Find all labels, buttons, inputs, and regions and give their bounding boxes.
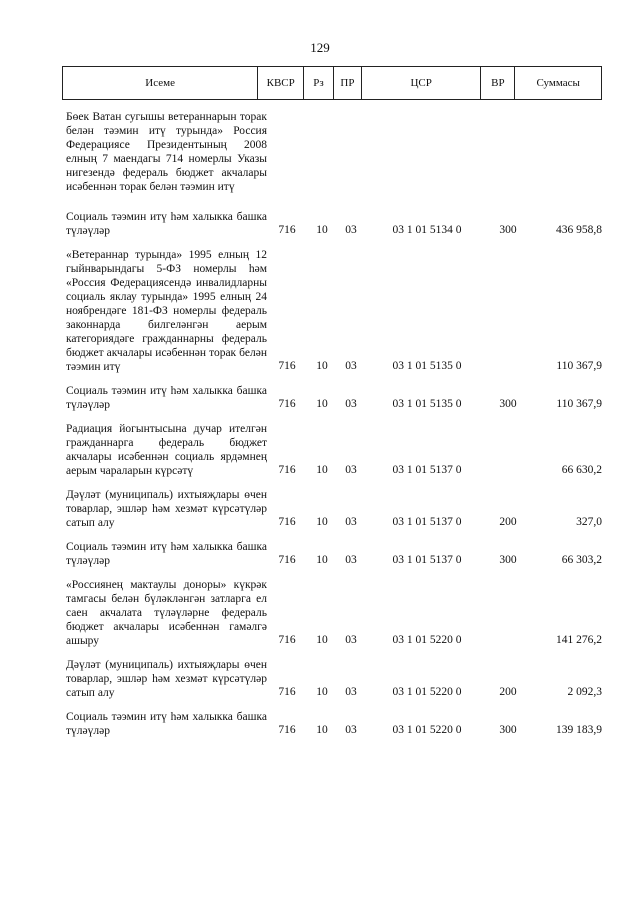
row-kvsr: 716 <box>278 360 296 372</box>
row-vr: 300 <box>499 724 517 736</box>
row-rz: 10 <box>316 634 328 646</box>
row-vr <box>489 193 527 194</box>
row-csr: 03 1 01 5137 0 <box>392 516 462 528</box>
row-rz: 10 <box>316 686 328 698</box>
row-kvsr: 716 <box>278 634 296 646</box>
row-kvsr: 716 <box>278 224 296 236</box>
row-kvsr: 716 <box>278 724 296 736</box>
row-name: Бөек Ватан сугышы ветераннарын торак белән тәэмин итү турында» Россия Федерациясе Президентының 2008 елның 7 маендагы 714 номерлы Указы нигезендә федераль бюджет акчалары исәбеннән торак белән тәэмин итү <box>66 111 267 193</box>
row-csr: 03 1 01 5220 0 <box>392 724 462 736</box>
row-kvsr: 716 <box>278 516 296 528</box>
row-sum: 141 276,2 <box>556 634 602 646</box>
row-name: «Россиянең мактаулы доноры» күкрәк тамгасы белән бүләкләнгән затларга ел саен акчалата түләүләрне федераль бюджет акчалары исәбеннән гамәлгә ашыру <box>66 579 267 647</box>
row-pr: 03 <box>345 360 357 372</box>
row-kvsr: 716 <box>278 398 296 410</box>
row-csr: 03 1 01 5135 0 <box>392 360 462 372</box>
row-vr <box>489 373 527 374</box>
row-pr: 03 <box>345 224 357 236</box>
table-row <box>62 110 602 194</box>
table-body <box>62 110 602 738</box>
column-header-name: Исеме <box>63 67 258 99</box>
table-row <box>62 384 602 412</box>
row-vr: 200 <box>499 516 517 528</box>
column-header-rz: Рз <box>304 67 334 99</box>
row-sum: 66 630,2 <box>561 464 602 476</box>
row-rz: 10 <box>316 516 328 528</box>
row-kvsr <box>267 193 307 194</box>
row-name: Социаль тәэмин итү һәм халыкка башка түләүләр <box>66 211 267 237</box>
row-name: Радиация йогынтысына дучар ителгән гражданнарга федераль бюджет акчалары исәбеннән социаль ярдәмнең аерым чараларын күрсәтү <box>66 423 267 477</box>
row-rz <box>307 193 337 194</box>
column-header-vr: ВР <box>481 67 515 99</box>
table-row <box>62 578 602 648</box>
row-pr: 03 <box>345 686 357 698</box>
row-name: Социаль тәэмин итү һәм халыкка башка түләүләр <box>66 541 267 567</box>
table-header <box>62 66 602 100</box>
row-csr <box>365 193 489 194</box>
row-vr <box>489 647 527 648</box>
table-row <box>62 710 602 738</box>
row-pr <box>337 193 365 194</box>
row-name: Дәүләт (муниципаль) ихтыяҗлары өчен товарлар, эшләр һәм хезмәт күрсәтүләр сатып алу <box>66 489 267 529</box>
row-pr: 03 <box>345 464 357 476</box>
table-row <box>62 248 602 374</box>
row-kvsr: 716 <box>278 686 296 698</box>
row-vr: 300 <box>499 398 517 410</box>
table-row <box>62 210 602 238</box>
table-row <box>62 488 602 530</box>
row-pr: 03 <box>345 516 357 528</box>
row-pr: 03 <box>345 724 357 736</box>
column-header-csr: ЦСР <box>362 67 482 99</box>
row-sum: 110 367,9 <box>556 360 602 372</box>
row-csr: 03 1 01 5134 0 <box>392 224 462 236</box>
page-number: 129 <box>310 40 330 55</box>
row-csr: 03 1 01 5137 0 <box>392 464 462 476</box>
row-name: «Ветераннар турында» 1995 елның 12 гыйнварындагы 5-ФЗ номерлы һәм «Россия Федерациясендә инвалидларны социаль яклау турында» 1995 елның 24 ноябрендәге 181-ФЗ номерлы федераль законнарда билгеләнгән аерым категориядәге гражданнарны федераль бюджет акчалары исәбеннән торак белән тәэмин итү <box>66 249 267 373</box>
row-pr: 03 <box>345 554 357 566</box>
column-header-kvsr: КВСР <box>258 67 304 99</box>
row-sum: 327,0 <box>576 516 602 528</box>
row-sum: 139 183,9 <box>556 724 602 736</box>
row-sum <box>527 193 602 194</box>
row-pr: 03 <box>345 398 357 410</box>
row-csr: 03 1 01 5220 0 <box>392 686 462 698</box>
table-row <box>62 658 602 700</box>
row-pr: 03 <box>345 634 357 646</box>
row-sum: 110 367,9 <box>556 398 602 410</box>
row-rz: 10 <box>316 224 328 236</box>
row-sum: 2 092,3 <box>567 686 602 698</box>
row-vr <box>489 477 527 478</box>
row-name: Дәүләт (муниципаль) ихтыяҗлары өчен товарлар, эшләр һәм хезмәт күрсәтүләр сатып алу <box>66 659 267 699</box>
table-row <box>62 422 602 478</box>
row-vr: 200 <box>499 686 517 698</box>
column-header-pr: ПР <box>334 67 362 99</box>
column-header-sum: Суммасы <box>536 77 580 89</box>
row-sum: 436 958,8 <box>556 224 602 236</box>
row-csr: 03 1 01 5220 0 <box>392 634 462 646</box>
row-name: Социаль тәэмин итү һәм халыкка башка түләүләр <box>66 385 267 411</box>
row-rz: 10 <box>316 724 328 736</box>
table-row <box>62 540 602 568</box>
row-name: Социаль тәэмин итү һәм халыкка башка түләүләр <box>66 711 267 737</box>
row-rz: 10 <box>316 554 328 566</box>
row-kvsr: 716 <box>278 554 296 566</box>
row-csr: 03 1 01 5137 0 <box>392 554 462 566</box>
row-rz: 10 <box>316 398 328 410</box>
row-rz: 10 <box>316 464 328 476</box>
row-rz: 10 <box>316 360 328 372</box>
row-kvsr: 716 <box>278 464 296 476</box>
row-vr: 300 <box>499 554 517 566</box>
row-vr: 300 <box>499 224 517 236</box>
row-sum: 66 303,2 <box>561 554 602 566</box>
row-csr: 03 1 01 5135 0 <box>392 398 462 410</box>
